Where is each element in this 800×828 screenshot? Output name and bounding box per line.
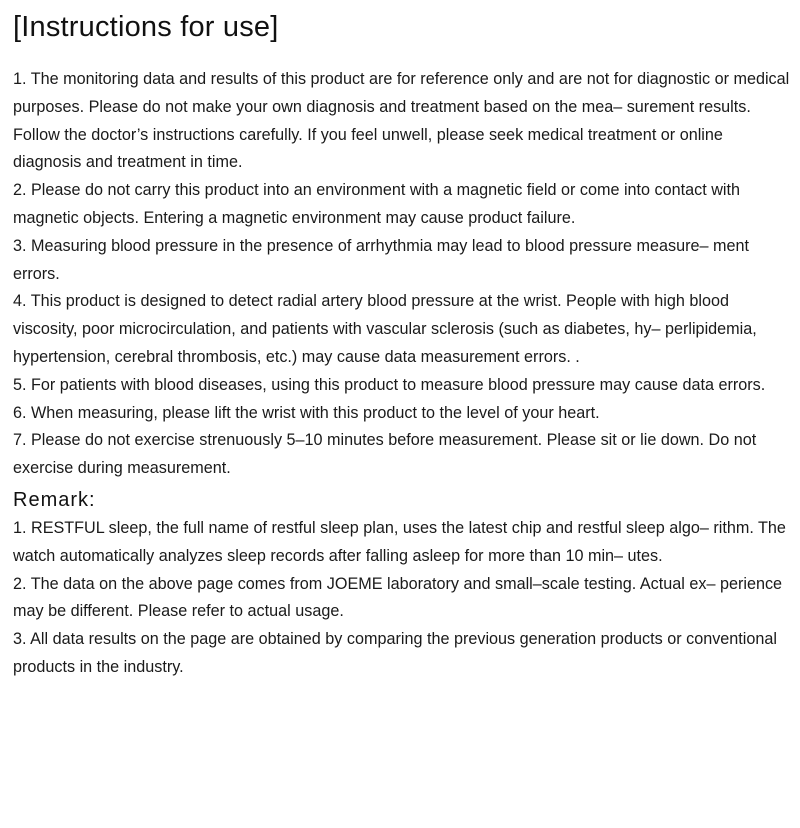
instruction-item-6: 6. When measuring, please lift the wrist with this product to the level of your heart. (13, 403, 600, 422)
remark-section (13, 485, 795, 682)
instruction-item-7: 7. Please do not exercise strenuously 5–10 minutes before measurement. Please sit or lie down. Do not exercise during measurement. (13, 431, 757, 478)
instruction-item-2: 2. Please do not carry this product into an environment with a magnetic field or come into contact with magnetic objects. Entering a magnetic environment may cause product failure. (13, 181, 741, 227)
remark-item-3: 3. All data results on the page are obtained by comparing the previous generation products or conventional products in the industry. (13, 630, 778, 676)
remark-item-1: 1. RESTFUL sleep, the full name of restful sleep plan, uses the latest chip and restful sleep algo– rithm. The watch automatically analyzes sleep records after falling asleep for more than 10 min– utes. (13, 518, 786, 565)
remark-heading: Remark: (13, 488, 96, 511)
instruction-item-5: 5. For patients with blood diseases, using this product to measure blood pressure may cause data errors. (13, 375, 766, 394)
instruction-item-3: 3. Measuring blood pressure in the presence of arrhythmia may lead to blood pressure measure– ment errors. (13, 236, 750, 283)
instructions-list (13, 66, 795, 483)
remark-item-2: 2. The data on the above page comes from JOEME laboratory and small–scale testing. Actual ex– perience may be different. Please refer to actual usage. (13, 574, 783, 621)
instruction-item-1: 1. The monitoring data and results of this product are for reference only and are not for diagnostic or medical purposes. Please do not make your own diagnosis and treatment based on the mea– surement results. Follow the doctor’s instructions carefully. If you feel unwell, please seek medical treatment or online diagnosis and treatment in time. (13, 70, 790, 172)
instruction-item-4: 4. This product is designed to detect radial artery blood pressure at the wrist. People with high blood viscosity, poor microcirculation, and patients with vascular sclerosis (such as diabetes, hy– perlipidemia, hypertension, cerebral thrombosis, etc.) may cause data measurement errors. . (13, 292, 757, 366)
page-title: [Instructions for use] (13, 11, 279, 43)
instructions-page (13, 0, 795, 682)
